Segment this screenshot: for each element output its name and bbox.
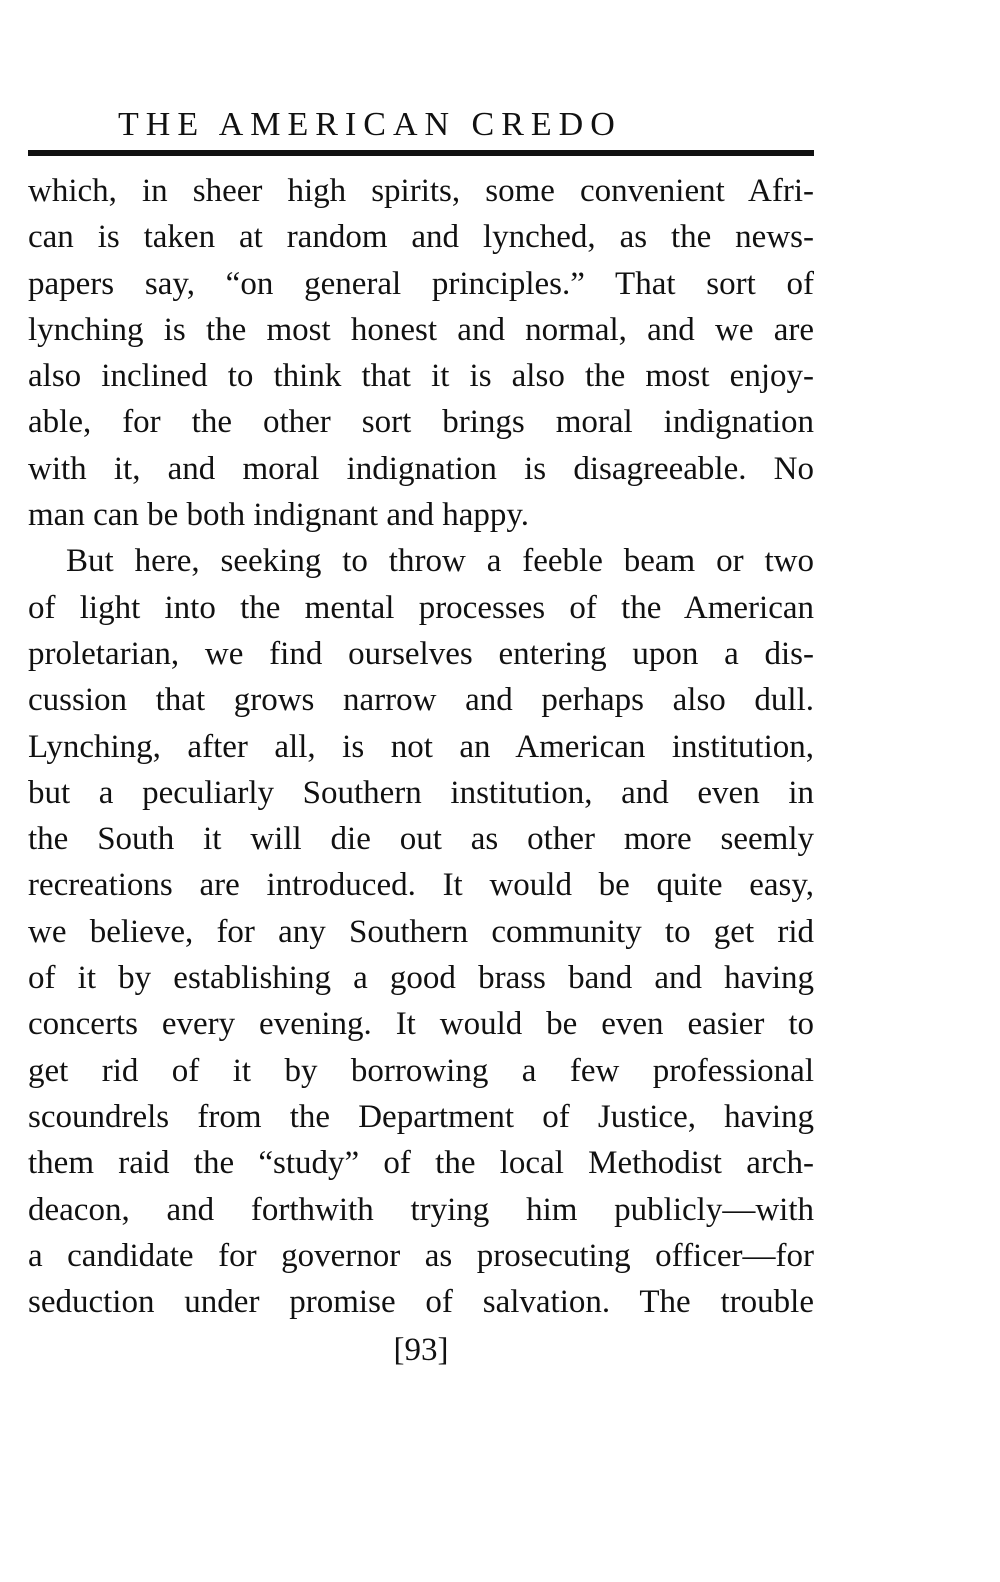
text-line: man can be both indignant and happy.	[28, 497, 529, 534]
text-line: with it, and moral indignation is disagreeable. No	[28, 450, 814, 487]
header-rule	[28, 150, 814, 156]
text-line: can is taken at random and lynched, as the news-	[28, 219, 814, 256]
text-line: them raid the “study” of the local Methodist arch-	[28, 1145, 814, 1182]
text-line: we believe, for any Southern community to get rid	[28, 913, 814, 950]
text-line: able, for the other sort brings moral indignation	[28, 404, 814, 441]
text-line: scoundrels from the Department of Justice, having	[28, 1098, 814, 1135]
text-line: deacon, and forthwith trying him publicly—with	[28, 1191, 814, 1228]
text-line: a candidate for governor as prosecuting officer—for	[28, 1237, 814, 1274]
text-line: recreations are introduced. It would be quite easy,	[28, 867, 814, 904]
running-head: THE AMERICAN CREDO	[118, 106, 622, 143]
text-line: also inclined to think that it is also the most enjoy-	[28, 358, 814, 395]
text-line: of it by establishing a good brass band and having	[28, 960, 814, 997]
text-line: which, in sheer high spirits, some convenient Afri-	[28, 173, 814, 209]
body-text	[28, 168, 814, 1325]
text-line: papers say, “on general principles.” That sort of	[28, 265, 814, 302]
text-line: lynching is the most honest and normal, and we are	[28, 311, 814, 348]
text-line: proletarian, we find ourselves entering upon a dis-	[28, 635, 814, 672]
text-line: but a peculiarly Southern institution, and even in	[28, 774, 814, 811]
text-line: Lynching, after all, is not an American institution,	[28, 728, 814, 765]
text-line: get rid of it by borrowing a few professional	[28, 1052, 814, 1089]
text-line: of light into the mental processes of the American	[28, 589, 814, 626]
text-line: But here, seeking to throw a feeble beam or two	[66, 543, 814, 580]
text-line: seduction under promise of salvation. The trouble	[28, 1284, 814, 1321]
text-line: concerts every evening. It would be even easier to	[28, 1006, 814, 1043]
page-number: [93]	[393, 1332, 449, 1368]
text-line: the South it will die out as other more seemly	[28, 821, 814, 858]
text-line: cussion that grows narrow and perhaps also dull.	[28, 682, 814, 719]
